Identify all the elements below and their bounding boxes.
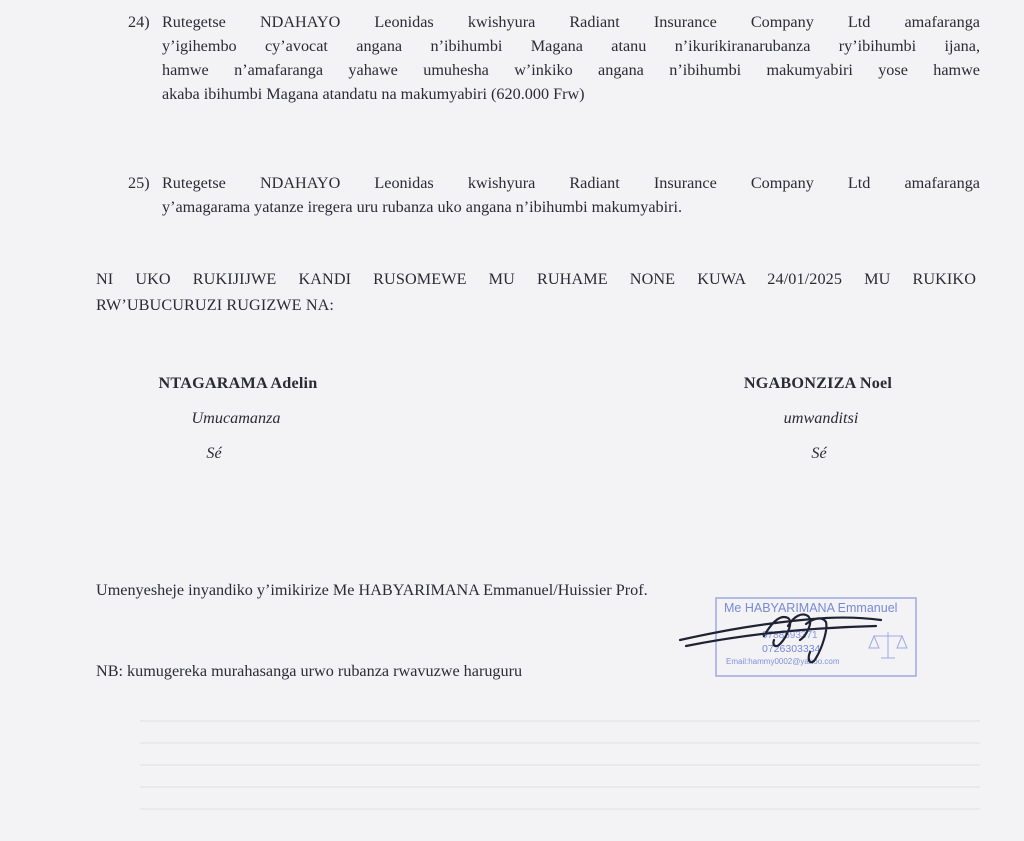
closing-line-2: RW’UBUCURUZI RUGIZWE NA: — [96, 296, 334, 314]
clerk-name: NGABONZIZA Noel — [743, 374, 893, 392]
item-line: hamwe n’amafaranga yahawe umuhesha w’inkiko angana n’ibihumbi makumyabiri yose hamwe — [162, 61, 980, 79]
judge-signed-mark: Sé — [206, 444, 222, 462]
closing-line-1: NI UKO RUKIJIJWE KANDI RUSOMEWE MU RUHAME NONE KUWA 24/01/2025 MU RUKIKO — [96, 270, 976, 288]
item-line: akaba ibihumbi Magana atandatu na makumyabiri (620.000 Frw) — [162, 85, 585, 103]
stamp-email: Email:hammy0002@yahoo.com — [726, 657, 840, 666]
item-text — [162, 10, 980, 106]
clerk-signed-mark: Sé — [811, 444, 827, 462]
item-text — [162, 171, 980, 219]
judge-role: Umucamanza — [191, 409, 281, 427]
clerk-role: umwanditsi — [783, 409, 859, 427]
item-number: 24) — [128, 13, 150, 31]
closing-statement — [96, 266, 976, 318]
item-line: y’amagarama yatanze iregera uru rubanza uko angana n’ibihumbi makumyabiri. — [162, 198, 683, 216]
item-number: 25) — [128, 174, 150, 192]
item-line: Rutegetse NDAHAYO Leonidas kwishyura Radiant Insurance Company Ltd amafaranga — [162, 174, 980, 192]
scales-of-justice-icon — [869, 632, 907, 658]
nb-note: NB: kumugereka murahasanga urwo rubanza rwavuzwe haruguru — [96, 662, 523, 680]
clause-item-25 — [128, 171, 980, 219]
item-line: Rutegetse NDAHAYO Leonidas kwishyura Radiant Insurance Company Ltd amafaranga — [162, 13, 980, 31]
clerk-signature-block — [718, 374, 918, 463]
reverse-side-bleed-through — [140, 720, 980, 830]
bailiff-stamp — [676, 596, 918, 678]
service-notice: Umenyesheje inyandiko y’imikirize Me HABYARIMANA Emmanuel/Huissier Prof. — [96, 581, 648, 599]
item-line: y’igihembo cy’avocat angana n’ibihumbi Magana atanu n’ikurikiranarubanza ry’ibihumbi ijana, — [162, 37, 980, 55]
stamp-phone: 0726303334 — [762, 643, 821, 655]
stamp-title: Me HABYARIMANA Emmanuel — [724, 601, 898, 615]
clause-item-24 — [128, 10, 980, 106]
stamp-number: 0788593371 — [762, 630, 818, 641]
judge-signature-block — [132, 374, 344, 463]
judge-name: NTAGARAMA Adelin — [158, 374, 318, 392]
